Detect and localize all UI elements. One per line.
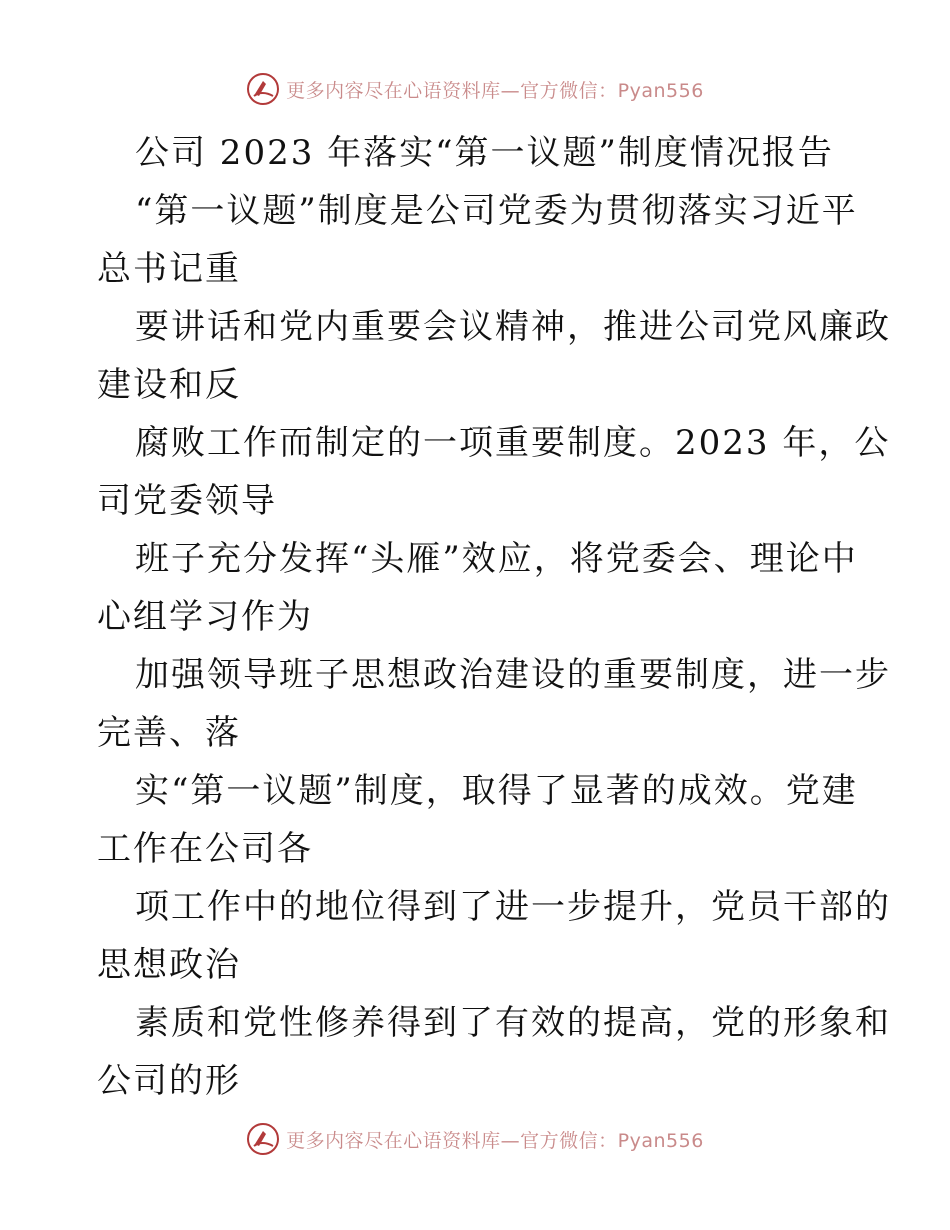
document-title: 公司 2023 年落实“第一议题”制度情况报告 bbox=[135, 133, 834, 173]
paragraph-line: 项工作中的地位得到了进一步提升，党员干部的 bbox=[135, 887, 891, 927]
footer-watermark bbox=[0, 1122, 950, 1156]
paragraph-line: 实“第一议题”制度，取得了显著的成效。党建 bbox=[135, 771, 858, 811]
paragraph-line: 素质和党性修养得到了有效的提高，党的形象和 bbox=[135, 1003, 891, 1043]
paragraph-line: 班子充分发挥“头雁”效应，将党委会、理论中 bbox=[135, 539, 858, 579]
paragraph-line: 总书记重 bbox=[97, 249, 241, 289]
paragraph-line: 加强领导班子思想政治建设的重要制度，进一步 bbox=[135, 655, 891, 695]
book-pen-logo-icon bbox=[246, 1122, 280, 1156]
paragraph-line: 工作在公司各 bbox=[97, 829, 313, 869]
paragraph-line: 完善、落 bbox=[97, 713, 241, 753]
document-body bbox=[97, 124, 891, 1110]
paragraph-line: 司党委领导 bbox=[97, 481, 277, 521]
paragraph-line: 思想政治 bbox=[97, 945, 241, 985]
paragraph-line: 公司的形 bbox=[97, 1061, 241, 1101]
watermark-text: 更多内容尽在心语资料库—官方微信：Pyan556 bbox=[286, 1129, 704, 1152]
paragraph-line: 建设和反 bbox=[97, 365, 241, 405]
paragraph-line: 腐败工作而制定的一项重要制度。2023 年，公 bbox=[135, 423, 891, 463]
paragraph-line: 心组学习作为 bbox=[97, 597, 313, 637]
paragraph-line: 要讲话和党内重要会议精神，推进公司党风廉政 bbox=[135, 307, 891, 347]
watermark-text: 更多内容尽在心语资料库—官方微信：Pyan556 bbox=[286, 79, 704, 102]
book-pen-logo-icon bbox=[246, 72, 280, 106]
header-watermark bbox=[0, 72, 950, 106]
paragraph-line: “第一议题”制度是公司党委为贯彻落实习近平 bbox=[135, 191, 858, 231]
